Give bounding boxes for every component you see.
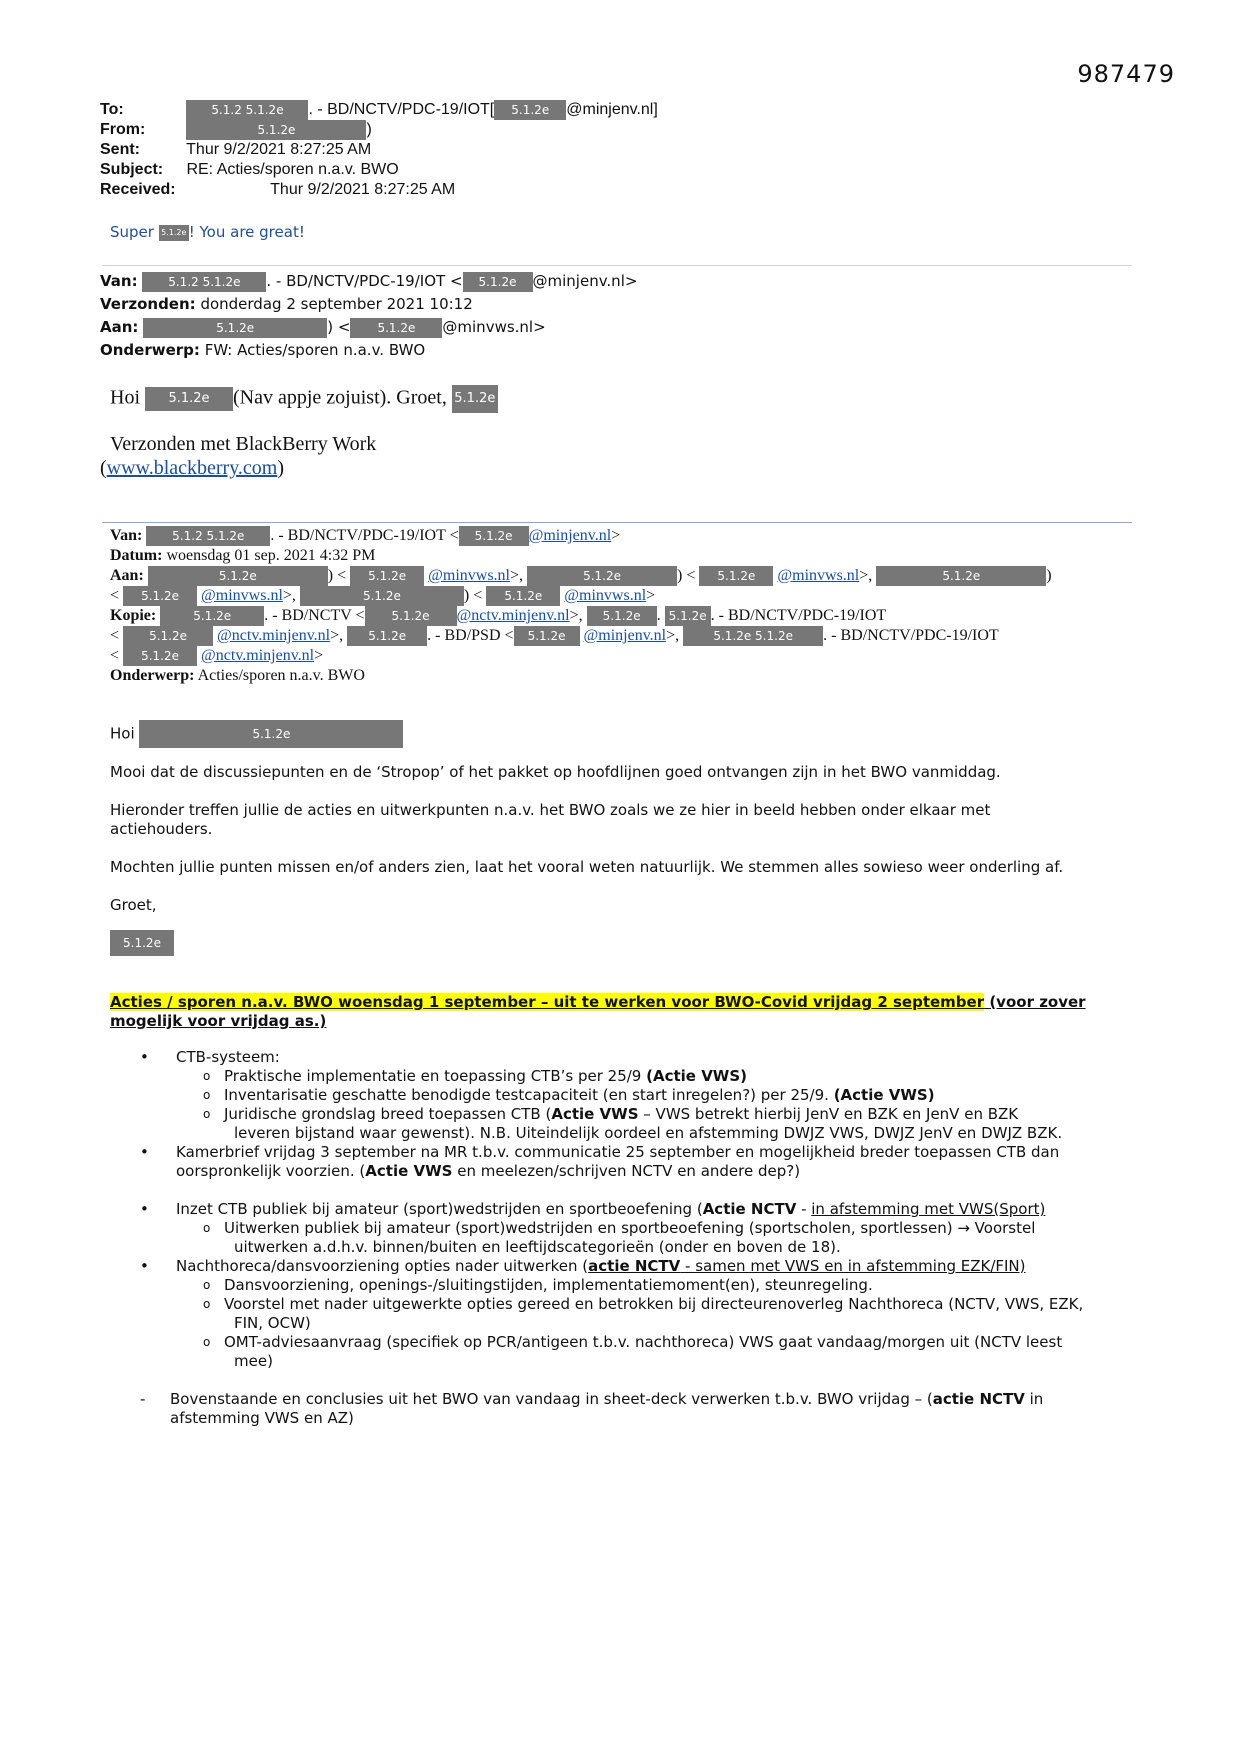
list-item bbox=[110, 1086, 1130, 1105]
received-label: Received: bbox=[100, 181, 176, 198]
redaction-box: 5.1.2e bbox=[148, 566, 328, 586]
bd-nctv: . - BD/NCTV < bbox=[264, 607, 365, 624]
list-item bbox=[110, 1390, 1130, 1428]
fw-aan-row bbox=[100, 316, 637, 339]
last-action: actie NCTV bbox=[932, 1390, 1025, 1408]
nh-2-text-b: FIN, OCW) bbox=[234, 1314, 311, 1332]
redaction-box: 5.1.2e bbox=[587, 606, 657, 626]
separator-line bbox=[102, 522, 1132, 523]
nh-3-text-b: mee) bbox=[234, 1352, 273, 1370]
from-row bbox=[100, 120, 658, 140]
ctb-3-text: Juridische grondslag breed toepassen CTB ( bbox=[224, 1105, 552, 1123]
paragraph-1: Mooi dat de discussiepunten en de ‘Stropop’ of het pakket op hoofdlijnen goed ontvangen zijn in het BWO vanmiddag. bbox=[110, 763, 1001, 781]
spacer bbox=[110, 1181, 1130, 1200]
redaction-box: 5.1.2e bbox=[110, 930, 174, 956]
redaction-box: 5.1.2e bbox=[665, 606, 711, 626]
redaction-box: 5.1.2e bbox=[347, 626, 427, 646]
subject-label: Subject: bbox=[100, 161, 164, 178]
nh-text: Nachthoreca/dansvoorziening opties nader uitwerken ( bbox=[176, 1257, 589, 1275]
groet: Groet, bbox=[110, 896, 157, 914]
redaction-box: 5.1.2e bbox=[699, 566, 773, 586]
inz-1-text-b: uitwerken a.d.h.v. binnen/buiten en leeftijdscategorieën (onder en boven de 18). bbox=[234, 1238, 841, 1256]
blackberry-link[interactable]: www.blackberry.com bbox=[106, 457, 278, 479]
redaction-box: 5.1.2e bbox=[123, 586, 197, 606]
redaction-box: 5.1.2e bbox=[145, 387, 233, 411]
redaction-box: 5.1.2e bbox=[514, 626, 580, 646]
fw-aan-mid: ) < bbox=[327, 318, 351, 336]
redaction-box: 5.1.2e bbox=[350, 566, 424, 586]
forward-greeting bbox=[110, 385, 498, 413]
original-header bbox=[110, 526, 1052, 686]
redaction-box: 5.1.2e bbox=[123, 646, 197, 666]
fw-onderwerp-value: FW: Acties/sporen n.a.v. BWO bbox=[204, 341, 426, 359]
nh-2-text: Voorstel met nader uitgewerkte opties gereed en betrokken bij directeurenoverleg Nachthoreca (NCTV, VWS, EZK, bbox=[224, 1295, 1084, 1313]
message-paragraph-2 bbox=[110, 801, 1050, 839]
bd-pdc: . - BD/NCTV/PDC-19/IOT bbox=[823, 627, 999, 644]
sent-row bbox=[100, 140, 658, 160]
reply-end: ! You are great! bbox=[188, 223, 305, 241]
subject-row bbox=[100, 160, 658, 180]
to-domain: @minjenv.nl] bbox=[566, 101, 658, 119]
bb-close: ) bbox=[277, 457, 285, 479]
sent-value: Thur 9/2/2021 8:27:25 AM bbox=[186, 141, 372, 158]
orig-onderwerp-label: Onderwerp: bbox=[110, 667, 195, 684]
fw-van-label: Van: bbox=[100, 272, 138, 290]
from-suffix: ) bbox=[366, 121, 372, 139]
orig-datum-row bbox=[110, 546, 1052, 566]
heading-rest: (voor zover mogelijk voor vrijdag as.) bbox=[110, 993, 1086, 1030]
fw-van-domain: @minjenv.nl> bbox=[532, 272, 638, 290]
ctb-2-action: (Actie VWS) bbox=[833, 1086, 935, 1104]
redaction-box: 5.1.2e bbox=[486, 586, 560, 606]
orig-van-row bbox=[110, 526, 1052, 546]
last-text-b: in afstemming VWS en AZ) bbox=[170, 1390, 1044, 1427]
redaction-box: 5.1.2e bbox=[186, 120, 366, 140]
heading-highlight: Acties / sporen n.a.v. BWO woensdag 1 september – uit te werken voor BWO-Covid vrijdag 2 september bbox=[110, 993, 985, 1011]
redaction-box: 5.1.2e bbox=[159, 225, 189, 241]
inz-sep: - bbox=[796, 1200, 812, 1218]
list-item bbox=[110, 1219, 1130, 1257]
list-item bbox=[110, 1257, 1130, 1276]
redaction-box: 5.1.2e bbox=[365, 606, 457, 626]
list-item bbox=[110, 1333, 1130, 1371]
blackberry-line: Verzonden met BlackBerry Work bbox=[110, 433, 377, 455]
list-item bbox=[110, 1143, 1130, 1181]
ctb-2-text: Inventarisatie geschatte benodigde testcapaciteit (en start inregelen?) per 25/9. bbox=[224, 1086, 834, 1104]
nh-1-text: Dansvoorziening, openings-/sluitingstijden, implementatiemoment(en), steunregeling. bbox=[224, 1276, 873, 1294]
to-row bbox=[100, 100, 658, 120]
nh-3-text: OMT-adviesaanvraag (specifiek op PCR/antigeen t.b.v. nachthoreca) VWS gaat vandaag/morgen uit (NCTV leest bbox=[224, 1333, 1063, 1351]
kb-text: Kamerbrief vrijdag 3 september na MR t.b.v. communicatie 25 september en mogelijkheid breder toepassen CTB dan oorspronkelijk voorzien. ( bbox=[176, 1143, 1060, 1180]
message-hoi: Hoi bbox=[110, 724, 135, 743]
inz-underlined: in afstemming met VWS(Sport) bbox=[811, 1200, 1046, 1218]
inz-action: Actie NCTV bbox=[702, 1200, 797, 1218]
list-item bbox=[110, 1067, 1130, 1086]
to-label: To: bbox=[100, 101, 124, 119]
redaction-box: 5.1.2e bbox=[143, 318, 327, 338]
fw-verzonden-label: Verzonden: bbox=[100, 295, 196, 313]
minvws-link[interactable]: @minvws.nl bbox=[564, 587, 647, 604]
message-groet bbox=[110, 896, 1140, 915]
fw-van-suffix: . - BD/NCTV/PDC-19/IOT < bbox=[266, 272, 463, 290]
subject-value: RE: Acties/sporen n.a.v. BWO bbox=[186, 161, 399, 178]
redaction-box: 5.1.2e bbox=[300, 586, 464, 606]
orig-kopie-row-3: < 5.1.2e @nctv.minjenv.nl> bbox=[110, 646, 1052, 666]
fw-onderwerp-row bbox=[100, 339, 637, 362]
orig-van-label: Van: bbox=[110, 527, 143, 544]
bb-open: ( bbox=[100, 457, 107, 479]
orig-van-link[interactable]: @minjenv.nl bbox=[528, 527, 612, 544]
orig-kopie-row: Kopie: 5.1.2e . - BD/NCTV < 5.1.2e @nctv.minjenv.nl>, 5.1.2e . 5.1.2e . - BD/NCTV/PDC-19/IOT bbox=[110, 606, 1052, 626]
fw-aan-domain: @minvws.nl> bbox=[442, 318, 546, 336]
redaction-box: 5.1.2 5.1.2e bbox=[142, 272, 266, 292]
sent-label: Sent: bbox=[100, 141, 140, 158]
received-row bbox=[100, 180, 658, 200]
nctv-link[interactable]: @nctv.minjenv.nl bbox=[201, 647, 315, 664]
forward-hoi: Hoi bbox=[110, 386, 140, 409]
kb-action: Actie VWS bbox=[365, 1162, 453, 1180]
list-item bbox=[110, 1105, 1130, 1143]
minvws-link[interactable]: @minvws.nl bbox=[201, 587, 283, 604]
nh-action: actie NCTV bbox=[588, 1257, 681, 1275]
actions-list bbox=[110, 1048, 1130, 1428]
orig-datum-label: Datum: bbox=[110, 547, 163, 564]
message-greeting bbox=[110, 720, 1140, 748]
nctv-link[interactable]: @nctv.minjenv.nl bbox=[217, 627, 331, 644]
orig-van-suffix: . - BD/NCTV/PDC-19/IOT < bbox=[270, 527, 459, 544]
redaction-box: 5.1.2 5.1.2e bbox=[186, 100, 308, 120]
fw-aan-label: Aan: bbox=[100, 318, 139, 336]
nctv-link[interactable]: @nctv.minjenv.nl bbox=[456, 607, 570, 624]
reply-start: Super bbox=[110, 223, 154, 241]
received-value: Thur 9/2/2021 8:27:25 AM bbox=[270, 181, 456, 198]
spacer bbox=[110, 1371, 1130, 1390]
minvws-link[interactable]: @minvws.nl bbox=[777, 567, 860, 584]
separator-line bbox=[102, 265, 1132, 266]
list-item bbox=[110, 1276, 1130, 1295]
fw-verzonden-value: donderdag 2 september 2021 10:12 bbox=[200, 295, 473, 313]
redaction-box: 5.1.2e bbox=[160, 606, 264, 626]
orig-aan-row: Aan: 5.1.2e ) < 5.1.2e @minvws.nl>, 5.1.2e ) < 5.1.2e @minvws.nl>, 5.1.2e ) bbox=[110, 566, 1052, 586]
email-header-top bbox=[100, 100, 658, 200]
redaction-box: 5.1.2e bbox=[123, 626, 213, 646]
to-suffix: . - BD/NCTV/PDC-19/IOT[ bbox=[308, 101, 495, 119]
redaction-box: 5.1.2e bbox=[876, 566, 1046, 586]
redaction-box: 5.1.2e bbox=[459, 526, 529, 546]
blackberry-link-row bbox=[100, 456, 376, 480]
bd-pdc: . - BD/NCTV/PDC-19/IOT bbox=[710, 607, 887, 624]
blackberry-signature bbox=[100, 432, 376, 480]
orig-kopie-row-2: < 5.1.2e @nctv.minjenv.nl>, 5.1.2e . - BD/PSD < 5.1.2e @minjenv.nl>, 5.1.2e 5.1.2e . - BD/NCTV/PDC-19/IOT bbox=[110, 626, 1052, 646]
ctb-3-text-c: leveren bijstand waar gewenst). N.B. Uiteindelijk oordeel en afstemming DWJZ VWS, DWJZ JenV en DWJZ BZK. bbox=[234, 1124, 1063, 1142]
inz-text: Inzet CTB publiek bij amateur (sport)wedstrijden en sportbeoefening ( bbox=[176, 1200, 703, 1218]
ctb-3-text-b: – VWS betrekt hierbij JenV en BZK en JenV en BZK bbox=[638, 1105, 1019, 1123]
redaction-box: 5.1.2 5.1.2e bbox=[146, 526, 270, 546]
redaction-box: 5.1.2e bbox=[452, 385, 498, 413]
fw-onderwerp-label: Onderwerp: bbox=[100, 341, 200, 359]
ctb-3-action: Actie VWS bbox=[551, 1105, 639, 1123]
orig-aan-row-2: < 5.1.2e @minvws.nl>, 5.1.2e ) < 5.1.2e @minvws.nl> bbox=[110, 586, 1052, 606]
forward-header bbox=[100, 270, 637, 362]
paragraph-2: Hieronder treffen jullie de acties en uitwerkpunten n.a.v. het BWO zoals we ze hier in beeld hebben onder elkaar met actiehouders. bbox=[110, 801, 991, 838]
paragraph-3: Mochten jullie punten missen en/of anders zien, laat het vooral weten natuurlijk. We stemmen alles sowieso weer onderling af. bbox=[110, 858, 1064, 876]
orig-kopie-label: Kopie: bbox=[110, 607, 157, 624]
reply-line bbox=[110, 223, 305, 241]
minjenv-link[interactable]: @minjenv.nl bbox=[583, 627, 667, 644]
orig-aan-label: Aan: bbox=[110, 567, 144, 584]
redaction-box: 5.1.2e bbox=[494, 100, 566, 120]
inz-1-text: Uitwerken publiek bij amateur (sport)wedstrijden en sportbeoefening (sportscholen, sportlessen) → Voorstel bbox=[224, 1219, 1036, 1237]
message-signature bbox=[110, 930, 1140, 956]
list-item bbox=[110, 1295, 1130, 1333]
document-number: 987479 bbox=[1077, 60, 1175, 88]
bd-psd: . - BD/PSD < bbox=[427, 627, 514, 644]
gt: > bbox=[611, 527, 621, 544]
orig-datum-value: woensdag 01 sep. 2021 4:32 PM bbox=[166, 547, 376, 564]
redaction-box: 5.1.2e bbox=[139, 720, 403, 748]
orig-onderwerp-value: Acties/sporen n.a.v. BWO bbox=[197, 667, 365, 684]
redaction-box: 5.1.2e 5.1.2e bbox=[683, 626, 823, 646]
last-text: Bovenstaande en conclusies uit het BWO van vandaag in sheet-deck verwerken t.b.v. BWO vrijdag – ( bbox=[170, 1390, 933, 1408]
minvws-link[interactable]: @minvws.nl bbox=[428, 567, 510, 584]
fw-van-row bbox=[100, 270, 637, 293]
orig-onderwerp-row bbox=[110, 666, 1052, 686]
fw-verzonden-row bbox=[100, 293, 637, 316]
actions-heading bbox=[110, 993, 1100, 1031]
list-item bbox=[110, 1200, 1130, 1219]
message-paragraph-3 bbox=[110, 858, 1140, 877]
redaction-box: 5.1.2e bbox=[463, 272, 533, 292]
list-item bbox=[110, 1048, 1130, 1067]
message-paragraph-1 bbox=[110, 763, 1140, 782]
redaction-box: 5.1.2e bbox=[527, 566, 677, 586]
from-label: From: bbox=[100, 121, 146, 139]
ctb-1-text: Praktische implementatie en toepassing CTB’s per 25/9 bbox=[224, 1067, 647, 1085]
kb-text-b: en meelezen/schrijven NCTV en andere dep?) bbox=[452, 1162, 801, 1180]
ctb-1-action: (Actie VWS) bbox=[646, 1067, 748, 1085]
redaction-box: 5.1.2e bbox=[350, 318, 442, 338]
ctb-title: CTB-systeem: bbox=[176, 1048, 280, 1066]
forward-hoi-rest: (Nav appje zojuist). Groet, bbox=[233, 386, 447, 409]
nh-text-b: - samen met VWS en in afstemming EZK/FIN) bbox=[680, 1257, 1026, 1275]
